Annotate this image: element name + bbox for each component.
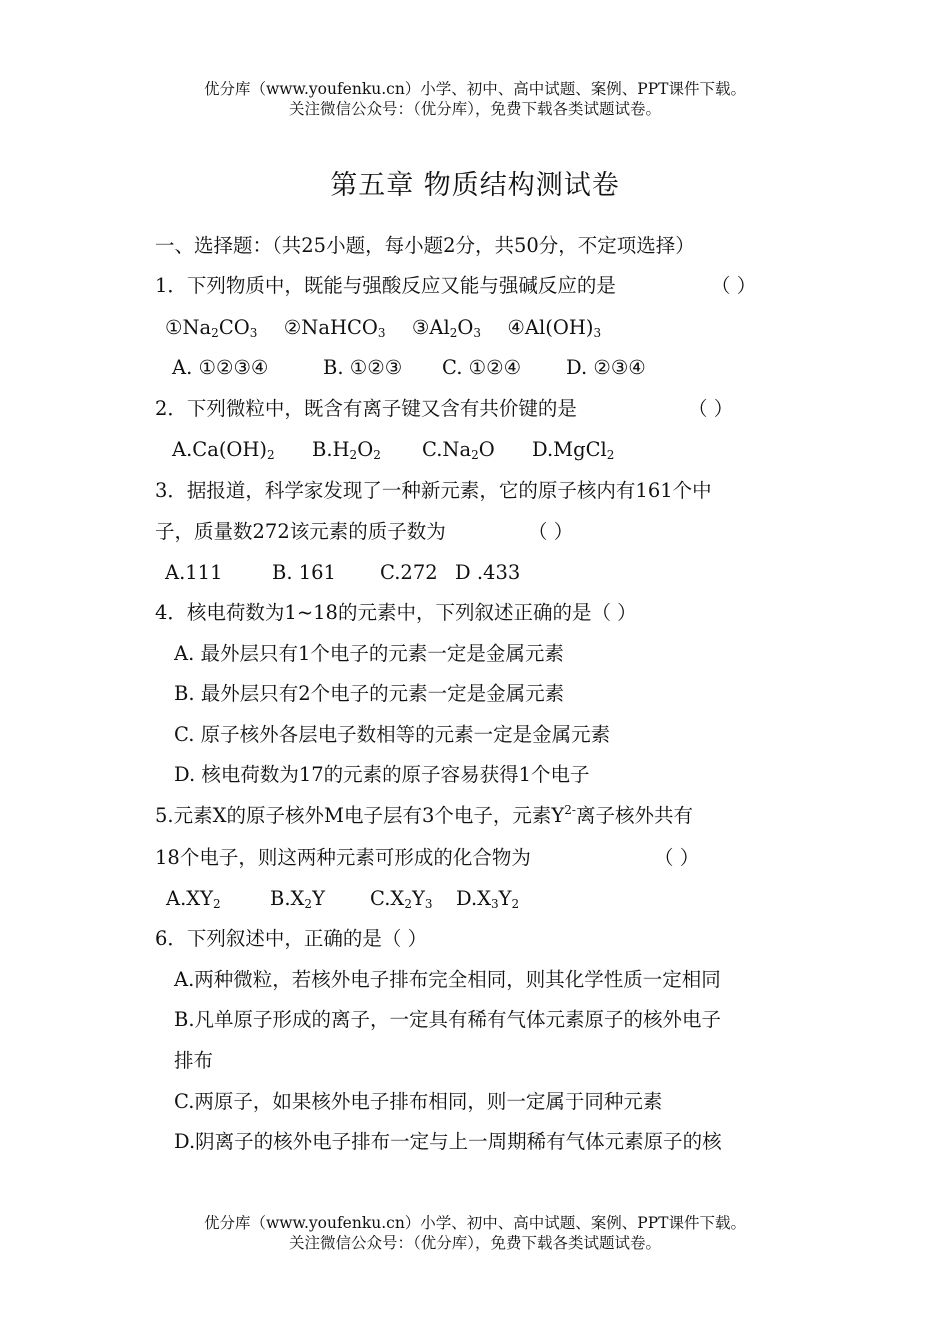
question-5-option-b: $B.X_2Y$: [270, 887, 325, 911]
question-1-answer-paren: （ ）: [711, 274, 757, 297]
question-4-option-c: C. 原子核外各层电子数相等的元素一定是金属元素: [174, 723, 611, 746]
question-1-option-c: C. ①②④: [442, 356, 522, 379]
question-4-option-b: B. 最外层只有2个电子的元素一定是金属元素: [174, 682, 565, 705]
question-5-stem-line-2: 18个电子，则这两种元素可形成的化合物为: [155, 846, 531, 869]
header-line-2: 关注微信公众号：（优分库），免费下载各类试题试卷。: [288, 100, 661, 118]
question-2-option-c: $C.Na_2O$: [422, 438, 495, 462]
question-4-stem: 4．核电荷数为1~18的元素中，下列叙述正确的是（ ）: [155, 601, 637, 624]
section-heading: 一、选择题：（共25小题，每小题2分，共50分，不定项选择）: [155, 234, 695, 257]
question-5-stem-line-1: 5.元素X的原子核外M电子层有3个电子，元素$Y^{2-}$离子核外共有: [155, 803, 693, 827]
question-3-option-c: C.272: [380, 561, 438, 584]
header-line-1: 优分库（www.youfenku.cn）小学、初中、高中试题、案例、PPT课件下载。: [203, 80, 747, 98]
question-6-option-b-line-1: B.凡单原子形成的离子，一定具有稀有气体元素原子的核外电子: [174, 1008, 722, 1031]
question-6-option-b-line-2: 排布: [174, 1049, 214, 1072]
question-2-answer-paren: （ ）: [688, 397, 734, 420]
question-6-option-d: D.阴离子的核外电子排布一定与上一周期稀有气体元素原子的核: [174, 1130, 722, 1153]
question-1-option-b: B. ①②③: [323, 356, 403, 379]
question-1-option-d: D. ②③④: [566, 356, 646, 379]
page-footer: [0, 1213, 950, 1253]
question-5-option-d: $D.X_3Y_2$: [456, 887, 520, 911]
question-2-option-b: $B.H_2O_2$: [312, 438, 381, 462]
substance-1: $①Na_2CO_3$: [165, 316, 258, 340]
question-2-stem: 2．下列微粒中，既含有离子键又含有共价键的是: [155, 397, 577, 420]
substance-2: ②NaHCO$_3$: [283, 316, 386, 340]
question-6-option-c: C.两原子，如果核外电子排布相同，则一定属于同种元素: [174, 1090, 663, 1113]
question-3-option-d: D .433: [455, 561, 521, 584]
question-2-option-d: D.MgCl$_2$: [532, 438, 615, 462]
question-1-stem: [155, 271, 616, 301]
question-1-option-a: A. ①②③④: [172, 356, 269, 379]
question-3-answer-paren: （ ）: [528, 520, 574, 543]
question-4-option-d: D. 核电荷数为17的元素的原子容易获得1个电子: [174, 763, 590, 786]
page-title: 第五章 物质结构测试卷: [330, 170, 620, 201]
question-6-stem: 6．下列叙述中，正确的是（ ）: [155, 927, 428, 950]
footer-line-1: 优分库（www.youfenku.cn）小学、初中、高中试题、案例、PPT课件下载。: [203, 1214, 747, 1232]
question-5-option-c: $C.X_2Y_3$: [370, 887, 433, 911]
question-3-option-b: B. 161: [272, 561, 336, 584]
question-3-stem-line-2: 子，质量数272该元素的质子数为: [155, 520, 446, 543]
question-3-stem-line-1: 3．据报道，科学家发现了一种新元素，它的原子核内有161个中: [155, 479, 712, 502]
question-4-option-a: A. 最外层只有1个电子的元素一定是金属元素: [174, 642, 564, 665]
question-1-substances: [165, 313, 601, 343]
substance-3: $③Al_2O_3$: [411, 316, 482, 340]
substance-4: $④Al(OH)_3$: [507, 316, 602, 340]
question-5-option-a: $A.XY_2$: [166, 887, 221, 911]
page-header: [0, 79, 950, 119]
question-1-text: 1．下列物质中，既能与强酸反应又能与强碱反应的是: [155, 274, 616, 297]
question-6-option-a: A.两种微粒，若核外电子排布完全相同，则其化学性质一定相同: [174, 968, 721, 991]
question-5-answer-paren: （ ）: [654, 846, 700, 869]
footer-line-2: 关注微信公众号：（优分库），免费下载各类试题试卷。: [288, 1234, 661, 1252]
question-2-option-a: $A.Ca(OH)_2$: [172, 438, 275, 462]
question-3-option-a: A.111: [165, 561, 223, 584]
